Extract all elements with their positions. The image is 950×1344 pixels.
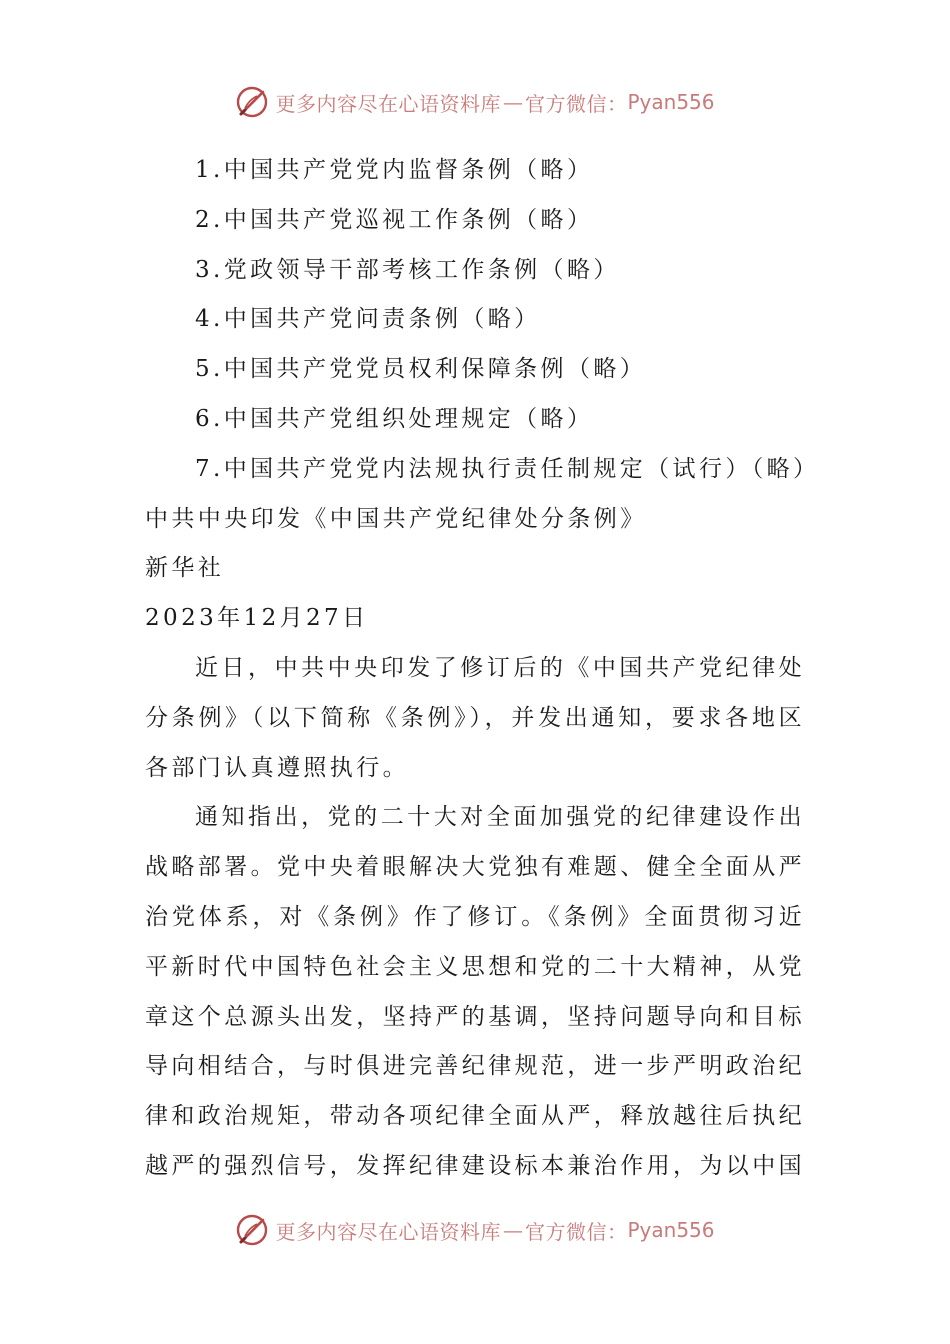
pen-logo-icon <box>235 1212 271 1248</box>
banner-text: 更多内容尽在心语资料库 <box>275 91 501 116</box>
banner-wechat-label: 官方微信： <box>524 91 628 116</box>
article-title: 中共中央印发《中国共产党纪律处分条例》 <box>145 505 647 532</box>
banner-wechat-label: 官方微信： <box>524 1219 628 1244</box>
article-paragraph: 通知指出，党的二十大对全面加强党的纪律建设作出战略部署。党中央着眼解决大党独有难题、健全全面从严治党体系，对《条例》作了修订。《条例》全面贯彻习近平新时代中国特色社会主义思想和党的二十大精神，从党章这个总源头出发，坚持严的基调，坚持问题导向和目标导向相结合，与时俱进完善纪律规范，进一步严明政治纪律和政治规矩，带动各项纪律全面从严，释放越往后执纪越严的强烈信号，发挥纪律建设标本兼治作用，为以中国 <box>145 804 805 1179</box>
list-item: 5.中国共产党党员权利保障条例（略） <box>195 356 647 383</box>
article-paragraph: 近日，中共中央印发了修订后的《中国共产党纪律处分条例》（以下简称《条例》），并发出通知，要求各地区各部门认真遵照执行。 <box>145 654 805 781</box>
document-body <box>145 146 820 1192</box>
footer-banner <box>0 1212 950 1248</box>
list-item: 7.中国共产党党内法规执行责任制规定（试行）（略） <box>195 455 820 482</box>
article-source: 新华社 <box>145 555 225 582</box>
pen-logo-icon <box>235 84 271 120</box>
banner-dash: — <box>502 90 523 114</box>
list-item: 6.中国共产党组织处理规定（略） <box>195 405 594 432</box>
list-item: 4.中国共产党问责条例（略） <box>195 306 541 333</box>
banner-text: 更多内容尽在心语资料库 <box>275 1219 501 1244</box>
banner-dash: — <box>502 1218 523 1242</box>
list-item: 1.中国共产党党内监督条例（略） <box>195 157 594 183</box>
banner-wechat-id: Pyan556 <box>627 1218 715 1242</box>
banner-wechat-id: Pyan556 <box>627 90 715 114</box>
header-banner <box>0 84 950 120</box>
list-item: 2.中国共产党巡视工作条例（略） <box>195 206 594 233</box>
list-item: 3.党政领导干部考核工作条例（略） <box>195 256 620 283</box>
article-date: 2023年12月27日 <box>145 605 369 632</box>
